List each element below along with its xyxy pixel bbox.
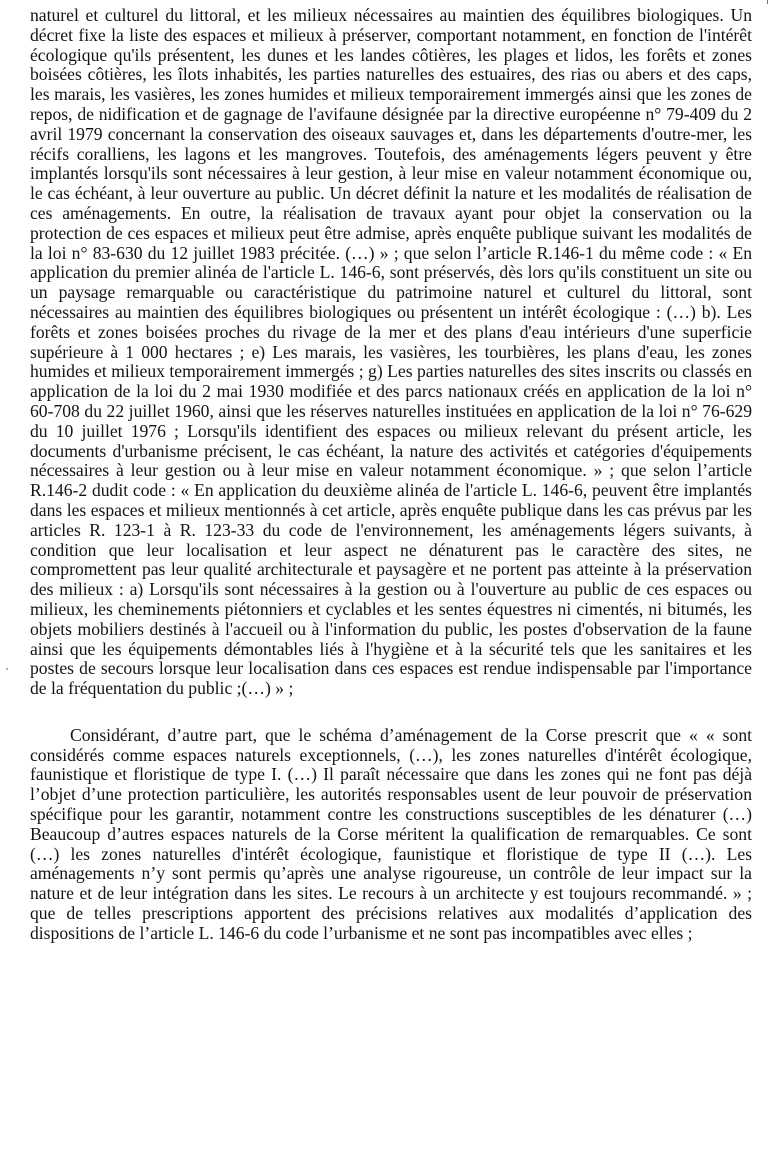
- page-corner-mark: [764, 0, 768, 4]
- body-paragraph-considerant: Considérant, d’autre part, que le schéma d’aménagement de la Corse prescrit que « « sont considérés comme espaces naturels exceptionnels, (…), les zones naturelles d'intérêt écologique, faunistique et floristique de type I. (…) Il paraît nécessaire que dans les zones qui ne font pas déjà l’objet d’une protection particulière, les autorités responsables usent de leur pouvoir de préservation spécifique pour les garantir, notamment contre les constructions susceptibles de les dénaturer (…) Beaucoup d’autres espaces naturels de la Corse méritent la qualification de remarquables. Ce sont (…) les zones naturelles d'intérêt écologique, faunistique et floristique de type II (…). Les aménagements n’y sont permis qu’après une analyse rigoureuse, un contrôle de leur impact sur la nature et de leur intégration dans les sites. Le recours à un architecte y est toujours recommandé. » ; que de telles prescriptions apportent des précisions relatives aux modalités d’application des dispositions de l’article L. 146-6 du code l’urbanisme et ne sont pas incompatibles avec elles ;: [30, 724, 752, 943]
- body-paragraph-legal-citations: naturel et culturel du littoral, et les milieux nécessaires au maintien des équilibres biologiques. Un décret fixe la liste des espaces et milieux à préserver, comportant notamment, en fonction de l'intérêt écologique qu'ils présentent, les dunes et les landes côtières, les plages et lidos, les forêts et zones boisées côtières, les îlots inhabités, les parties naturelles des estuaires, des rias ou abers et des caps, les marais, les vasières, les zones humides et milieux temporairement immergés ainsi que les zones de repos, de nidification et de gagnage de l'avifaune désignée par la directive européenne n° 79-409 du 2 avril 1979 concernant la conservation des oiseaux sauvages et, dans les départements d'outre-mer, les récifs coralliens, les lagons et les mangroves. Toutefois, des aménagements légers peuvent y être implantés lorsqu'ils sont nécessaires à leur gestion, à leur mise en valeur notamment économique ou, le cas échéant, à leur ouverture au public. Un décret définit la nature et les modalités de réalisation de ces aménagements. En outre, la réalisation de travaux ayant pour objet la conservation ou la protection de ces espaces et milieux peut être admise, après enquête publique suivant les modalités de la loi n° 83-630 du 12 juillet 1983 précitée. (…) » ; que selon l’article R.146-1 du même code : « En application du premier alinéa de l'article L. 146-6, sont préservés, dès lors qu'ils constituent un site ou un paysage remarquable ou caractéristique du patrimoine naturel et culturel du littoral, sont nécessaires au maintien des équilibres biologiques ou présentent un intérêt écologique : (…) b). Les forêts et zones boisées proches du rivage de la mer et des plans d'eau intérieurs d'une superficie supérieure à 1 000 hectares ; e) Les marais, les vasières, les tourbières, les plans d'eau, les zones humides et milieux temporairement immergés ; g) Les parties naturelles des sites inscrits ou classés en application de la loi du 2 mai 1930 modifiée et des parcs nationaux créés en application de la loi n° 60-708 du 22 juillet 1960, ainsi que les réserves naturelles instituées en application de la loi n° 76-629 du 10 juillet 1976 ; Lorsqu'ils identifient des espaces ou milieux relevant du présent article, les documents d'urbanisme précisent, le cas échéant, la nature des activités et catégories d'équipements nécessaires à leur gestion ou à leur mise en valeur notamment économique. » ; que selon l’article R.146-2 dudit code : « En application du deuxième alinéa de l'article L. 146-6, peuvent être implantés dans les espaces et milieux mentionnés à cet article, après enquête publique dans les cas prévus par les articles R. 123-1 à R. 123-33 du code de l'environnement, les aménagements légers suivants, à condition que leur localisation et leur aspect ne dénaturent pas le caractère des sites, ne compromettent pas leur qualité architecturale et paysagère et ne portent pas atteinte à la préservation des milieux : a) Lorsqu'ils sont nécessaires à la gestion ou à l'ouverture au public de ces espaces ou milieux, les cheminements piétonniers et cyclables et les sentes équestres ni cimentés, ni bitumés, les objets mobiliers destinés à l'accueil ou à l'information du public, les postes d'observation de la faune ainsi que les équipements démontables liés à l'hygiène et à la sécurité tels que les sanitaires et les postes de secours lorsque leur localisation dans ces espaces est rendue indispensable par l'importance de la fréquentation du public ;(…) » ;: [30, 5, 752, 699]
- scan-margin-speck: [6, 668, 8, 670]
- document-page: [30, 6, 752, 944]
